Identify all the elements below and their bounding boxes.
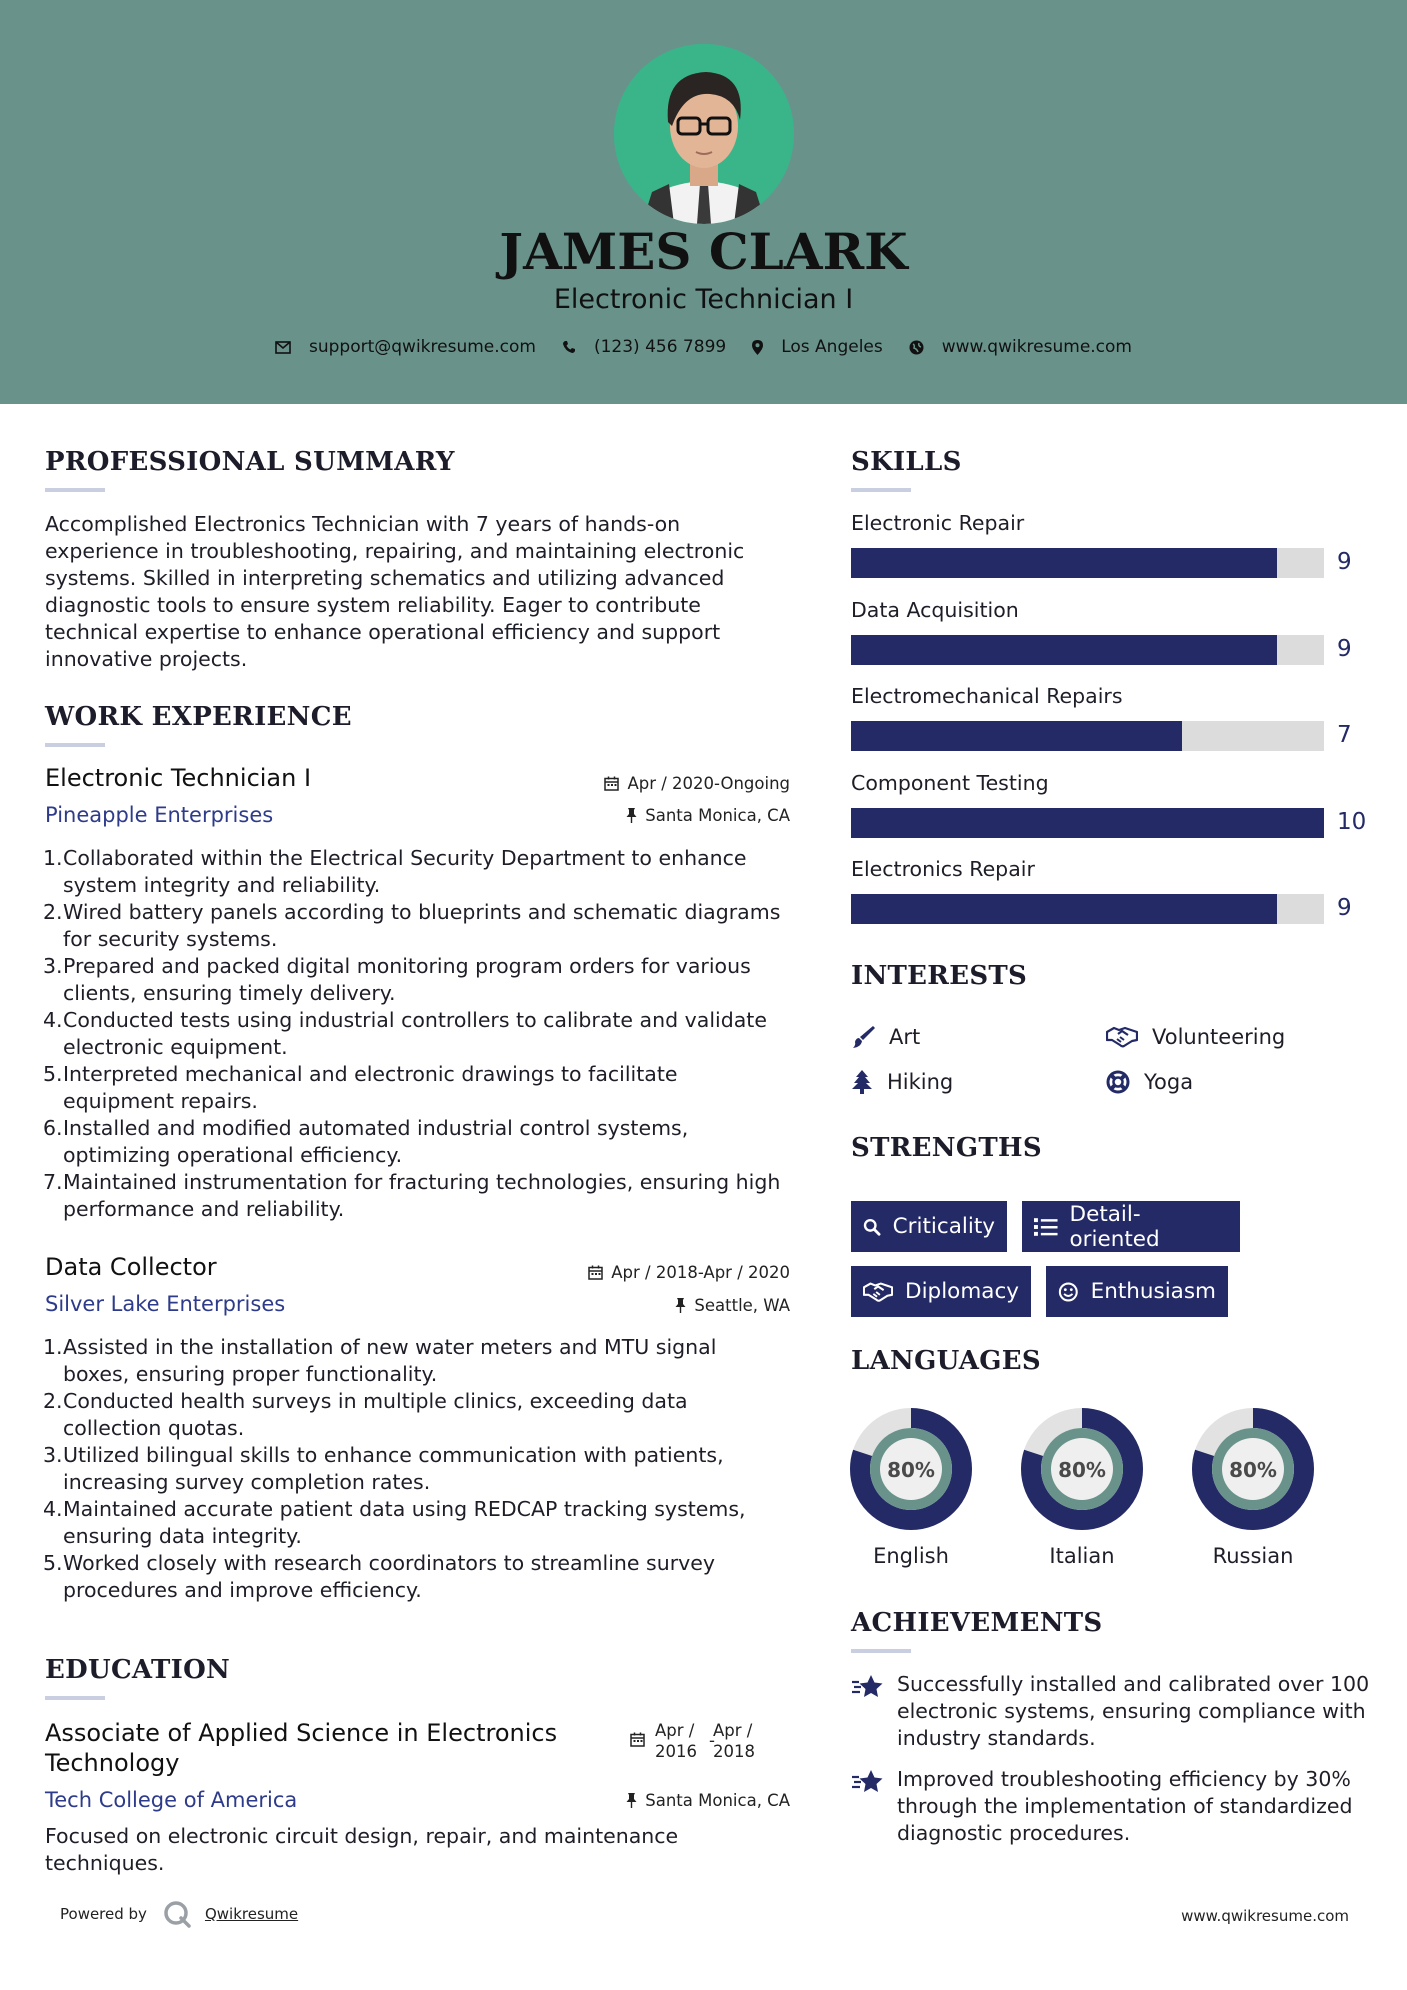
language-percent: 80% — [1058, 1458, 1106, 1482]
language-percent: 80% — [1229, 1458, 1277, 1482]
interest-label: Yoga — [1144, 1070, 1194, 1094]
contact-bar — [0, 337, 1407, 357]
lifebuoy-icon — [1106, 1070, 1130, 1094]
skill-label: Electronics Repair — [851, 857, 1035, 881]
strength-label: Detail-oriented — [1069, 1201, 1160, 1252]
job-title: Data Collector — [45, 1253, 217, 1281]
list-icon — [1034, 1217, 1058, 1237]
list-item: 6. Installed and modified automated industrial control systems, optimizing operational efficiency. — [43, 1116, 689, 1167]
calendar-icon — [588, 1265, 603, 1280]
job-dates — [588, 1263, 790, 1282]
strength-label: Diplomacy — [905, 1279, 1019, 1304]
language-ring — [1192, 1408, 1314, 1530]
job-location — [675, 1296, 790, 1315]
job-location-text: Seattle, WA — [694, 1296, 790, 1315]
degree-title — [45, 1718, 605, 1778]
job-dates — [604, 774, 790, 793]
smile-icon — [1058, 1281, 1079, 1303]
skill-bar-track — [851, 808, 1324, 838]
skill-bar-fill — [851, 548, 1277, 578]
achievement-text: Successfully installed and calibrated over 100 electronic systems, ensuring compliance with industry standards. — [897, 1672, 1370, 1750]
summary-text: Accomplished Electronics Technician with 7 years of hands-on experience in troubleshooting, repairing, and maintaining electronic systems. Skilled in interpreting schematics and utilizing advanced diagnostic tools to ensure system reliability. Eager to contribute technical expertise to enhance operational efficiency and support innovative projects. — [45, 512, 745, 671]
job-bullets — [44, 845, 784, 1223]
job-title: Electronic Technician I — [45, 764, 312, 792]
education-start: Apr / 2016 — [655, 1721, 697, 1761]
interest-label: Art — [889, 1025, 921, 1049]
list-item: 4. Conducted tests using industrial controllers to calibrate and validate electronic equipment. — [43, 1008, 767, 1059]
job-bullets — [44, 1334, 784, 1604]
resume-header — [0, 0, 1407, 404]
candidate-title: Electronic Technician I — [553, 284, 854, 315]
handshake-icon — [1106, 1026, 1138, 1048]
job-location-text: Santa Monica, CA — [645, 806, 790, 825]
list-item: 2. Conducted health surveys in multiple clinics, exceeding data collection quotas. — [43, 1389, 688, 1440]
skill-value: 9 — [1337, 635, 1352, 662]
date-separator: - — [709, 1731, 715, 1750]
strength-label: Enthusiasm — [1090, 1279, 1216, 1304]
list-item: 5. Worked closely with research coordinators to streamline survey procedures and improve efficiency. — [43, 1551, 715, 1602]
education-heading: EDUCATION — [45, 1655, 231, 1685]
skill-value: 9 — [1337, 895, 1352, 921]
language-percent: 80% — [887, 1458, 935, 1482]
profile-photo — [614, 44, 794, 224]
contact-location — [752, 337, 883, 357]
job-dates-text: Apr / 2020-Ongoing — [627, 774, 790, 793]
education-end: Apr / 2018 — [713, 1721, 755, 1761]
degree-line: Technology — [45, 1749, 180, 1777]
skills-heading: SKILLS — [851, 447, 962, 477]
education-description: Focused on electronic circuit design, repair, and maintenance techniques. — [45, 1824, 679, 1875]
strength-label: Criticality — [892, 1214, 995, 1239]
language-name: English — [873, 1544, 949, 1568]
list-item: 5. Interpreted mechanical and electronic drawings to facilitate equipment repairs. — [43, 1062, 678, 1113]
language-ring — [850, 1408, 972, 1530]
interest-label: Hiking — [887, 1070, 954, 1094]
education-location-text: Santa Monica, CA — [645, 1791, 790, 1810]
company-name: Silver Lake Enterprises — [45, 1292, 286, 1316]
pushpin-icon — [626, 808, 637, 823]
language-name: Italian — [1049, 1544, 1115, 1568]
star-award-icon — [851, 1768, 885, 1796]
job-location — [626, 806, 790, 825]
globe-icon — [909, 340, 924, 355]
contact-website-text: www.qwikresume.com — [941, 337, 1132, 357]
strength-chip — [1046, 1266, 1228, 1317]
calendar-icon — [630, 1732, 645, 1747]
summary-divider — [45, 488, 105, 492]
skill-bar-fill — [851, 808, 1324, 838]
achievement-item — [851, 1671, 1371, 1752]
interests-heading: INTERESTS — [851, 961, 1028, 991]
interest-hiking — [851, 1070, 953, 1094]
contact-email-text: support@qwikresume.com — [309, 337, 536, 357]
contact-location-text: Los Angeles — [781, 337, 883, 357]
skill-bar-fill — [851, 894, 1277, 924]
skill-bar-track — [851, 635, 1324, 665]
skill-label: Component Testing — [851, 770, 1049, 795]
pushpin-icon — [626, 1793, 637, 1808]
pushpin-icon — [675, 1298, 686, 1313]
skill-label: Electronic Repair — [851, 511, 1025, 535]
paintbrush-icon — [851, 1025, 875, 1049]
contact-phone-text: (123) 456 7899 — [593, 337, 727, 357]
achievement-text: Improved troubleshooting efficiency by 30% through the implementation of standardized diagnostic procedures. — [897, 1767, 1353, 1845]
job-dates-text: Apr / 2018-Apr / 2020 — [611, 1263, 790, 1282]
skills-divider — [851, 488, 911, 492]
contact-email[interactable] — [275, 337, 536, 357]
skill-bar-fill — [851, 635, 1277, 665]
summary-heading: PROFESSIONAL SUMMARY — [45, 447, 455, 477]
footer-powered-by — [60, 1900, 298, 1928]
list-item: 2. Wired battery panels according to blueprints and schematic diagrams for security systems. — [43, 900, 781, 951]
skill-bar-track — [851, 548, 1324, 578]
language-ring — [1021, 1408, 1143, 1530]
list-item: 7. Maintained instrumentation for fracturing technologies, ensuring high performance and reliability. — [43, 1170, 781, 1221]
tree-icon — [851, 1070, 873, 1094]
interest-label: Volunteering — [1152, 1025, 1286, 1049]
calendar-icon — [604, 776, 619, 791]
list-item: 3. Utilized bilingual skills to enhance communication with patients, increasing survey completion rates. — [43, 1443, 724, 1494]
skill-label: Data Acquisition — [851, 597, 1019, 622]
strength-chip — [851, 1201, 1007, 1252]
search-icon — [863, 1216, 881, 1238]
skill-value: 10 — [1337, 808, 1367, 835]
languages-heading: LANGUAGES — [851, 1346, 1041, 1376]
contact-website[interactable] — [909, 337, 1132, 357]
map-pin-icon — [752, 340, 763, 355]
envelope-icon — [275, 341, 291, 354]
list-item: 1. Collaborated within the Electrical Security Department to enhance system integrity and reliability. — [43, 846, 747, 897]
skill-bar-fill — [851, 721, 1182, 751]
candidate-name: JAMES CLARK — [499, 222, 908, 281]
interest-volunteering — [1106, 1025, 1285, 1049]
achievements-divider — [851, 1649, 911, 1653]
interest-art — [851, 1025, 920, 1049]
footer-website[interactable]: www.qwikresume.com — [1181, 1907, 1349, 1925]
achievements-heading: ACHIEVEMENTS — [851, 1608, 1103, 1638]
list-item: 3. Prepared and packed digital monitoring program orders for various clients, ensuring timely delivery. — [43, 954, 751, 1005]
skill-label: Electromechanical Repairs — [851, 684, 1123, 708]
skill-value: 7 — [1337, 722, 1352, 748]
language-name: Russian — [1212, 1544, 1294, 1568]
qwikresume-logo-icon — [163, 1900, 191, 1928]
phone-icon — [562, 340, 576, 354]
achievement-item — [851, 1766, 1371, 1847]
strength-chip — [1022, 1201, 1240, 1252]
strength-chip — [851, 1266, 1031, 1317]
handshake-icon — [863, 1281, 893, 1303]
interest-yoga — [1106, 1070, 1193, 1094]
contact-phone[interactable] — [562, 337, 726, 357]
experience-divider — [45, 743, 105, 747]
education-dates — [630, 1720, 755, 1762]
degree-line: Associate of Applied Science in Electronics — [45, 1719, 558, 1747]
qwikresume-link[interactable]: Qwikresume — [204, 1905, 299, 1923]
experience-heading: WORK EXPERIENCE — [45, 702, 352, 732]
school-name: Tech College of America — [45, 1788, 298, 1812]
powered-by-label: Powered by — [60, 1905, 147, 1923]
list-item: 4. Maintained accurate patient data using REDCAP tracking systems, ensuring data integrity. — [43, 1497, 746, 1548]
star-award-icon — [851, 1673, 885, 1701]
list-item: 1. Assisted in the installation of new water meters and MTU signal boxes, ensuring proper functionality. — [43, 1335, 717, 1386]
skill-value: 9 — [1337, 549, 1352, 575]
strengths-heading: STRENGTHS — [851, 1133, 1042, 1163]
company-name: Pineapple Enterprises — [45, 803, 274, 827]
education-location — [626, 1791, 790, 1810]
skill-bar-track — [851, 721, 1324, 751]
skill-bar-track — [851, 894, 1324, 924]
education-divider — [45, 1696, 105, 1700]
